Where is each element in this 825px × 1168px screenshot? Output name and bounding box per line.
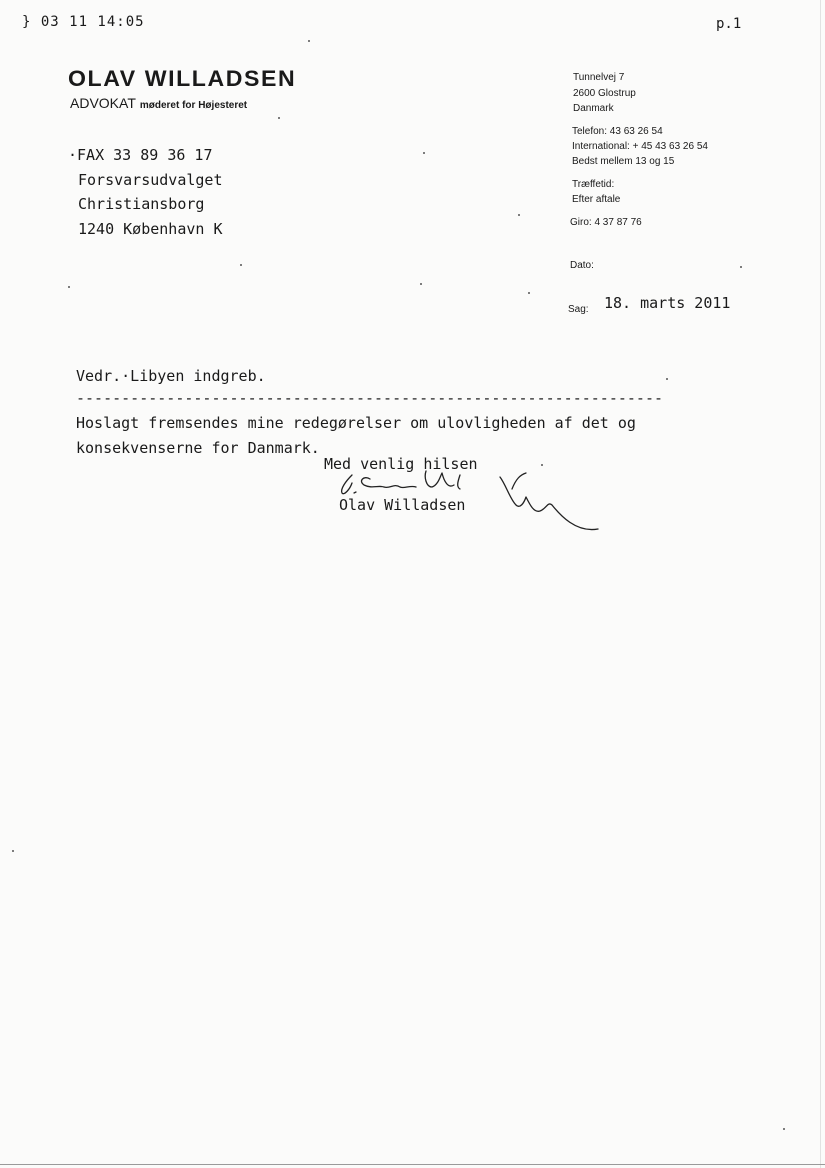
fax-page-number: p.1 bbox=[716, 16, 742, 32]
meeting-time-value: Efter aftale bbox=[572, 194, 621, 205]
case-label: Sag: bbox=[568, 304, 589, 315]
recipient-fax-number: ·FAX 33 89 36 17 bbox=[68, 146, 213, 164]
subject-line: Vedr.·Libyen indgreb. bbox=[76, 367, 266, 385]
address-street: Tunnelvej 7 bbox=[573, 72, 625, 83]
recipient-city: 1240 København K bbox=[78, 220, 223, 238]
scan-speck bbox=[666, 378, 668, 380]
address-city: 2600 Glostrup bbox=[573, 88, 636, 99]
scan-speck bbox=[740, 266, 742, 268]
address-country: Danmark bbox=[573, 103, 614, 114]
scan-speck bbox=[278, 117, 280, 119]
phone-number: Telefon: 43 63 26 54 bbox=[572, 126, 663, 137]
scan-speck bbox=[308, 40, 310, 42]
scan-speck bbox=[68, 286, 70, 288]
sender-title-main: ADVOKAT bbox=[70, 95, 136, 111]
sender-title bbox=[70, 95, 247, 111]
scan-speck bbox=[423, 152, 425, 154]
recipient-place: Christiansborg bbox=[78, 195, 205, 213]
signer-name: Olav Willadsen bbox=[339, 496, 466, 514]
separator-rule: ----------------------------------------------------------------- bbox=[76, 389, 663, 407]
fax-timestamp: } 03 11 14:05 bbox=[22, 14, 145, 30]
date-label: Dato: bbox=[570, 260, 594, 271]
scan-speck bbox=[420, 283, 422, 285]
body-text-line-2: konsekvenserne for Danmark. bbox=[76, 439, 320, 457]
recipient-name: Forsvarsudvalget bbox=[78, 171, 223, 189]
international-phone: International: + 45 43 63 26 54 bbox=[572, 141, 708, 152]
phone-hours: Bedst mellem 13 og 15 bbox=[572, 156, 675, 167]
scan-speck bbox=[783, 1128, 785, 1130]
scan-speck bbox=[12, 850, 14, 852]
handwritten-signature bbox=[330, 465, 610, 545]
scan-bottom-edge bbox=[0, 1164, 825, 1165]
giro-account: Giro: 4 37 87 76 bbox=[570, 217, 642, 228]
scan-speck bbox=[240, 264, 242, 266]
closing-greeting: Med venlig hilsen bbox=[324, 455, 478, 473]
body-text-line-1: Hoslagt fremsendes mine redegørelser om ulovligheden af det og bbox=[76, 414, 636, 432]
sender-title-sub: møderet for Højesteret bbox=[139, 100, 248, 111]
scan-speck bbox=[541, 464, 543, 466]
scan-speck bbox=[518, 214, 520, 216]
sender-name: OLAV WILLADSEN bbox=[68, 66, 297, 91]
scan-speck bbox=[528, 292, 530, 294]
scan-right-edge bbox=[820, 0, 821, 1168]
meeting-time-label: Træffetid: bbox=[572, 179, 615, 190]
letter-date: 18. marts 2011 bbox=[604, 294, 731, 312]
